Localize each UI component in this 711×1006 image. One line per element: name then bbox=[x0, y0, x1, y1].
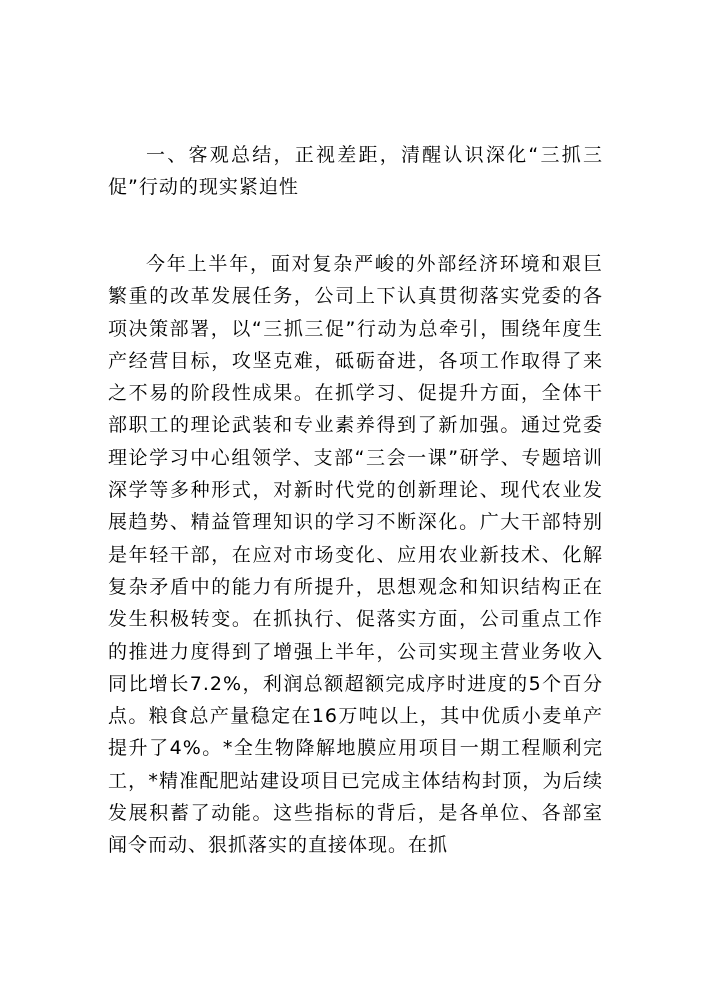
section-heading: 一、客观总结，正视差距，清醒认识深化“三抓三促”行动的现实紧迫性 bbox=[108, 144, 603, 199]
body-paragraph: 今年上半年，面对复杂严峻的外部经济环境和艰巨繁重的改革发展任务，公司上下认真贯彻落实党委的各项决策部署，以“三抓三促”行动为总牵引，围绕年度生产经营目标，攻坚克难，砥砺奋进，各项工作取得了来之不易的阶段性成果。在抓学习、促提升方面，全体干部职工的理论武装和专业素养得到了新加强。通过党委理论学习中心组领学、支部“三会一课”研学、专题培训深学等多种形式，对新时代党的创新理论、现代农业发展趋势、精益管理知识的学习不断深化。广大干部特别是年轻干部，在应对市场变化、应用农业新技术、化解复杂矛盾中的能力有所提升，思想观念和知识结构正在发生积极转变。在抓执行、促落实方面，公司重点工作的推进力度得到了增强上半年，公司实现主营业务收入同比增长7.2%，利润总额超额完成序时进度的5个百分点。粮食总产量稳定在16万吨以上，其中优质小麦单产提升了4%。*全生物降解地膜应用项目一期工程顺利完工，*精准配肥站建设项目已完成主体结构封顶，为后续发展积蓄了动能。这些指标的背后，是各单位、各部室闻令而动、狠抓落实的直接体现。在抓 bbox=[108, 253, 603, 857]
